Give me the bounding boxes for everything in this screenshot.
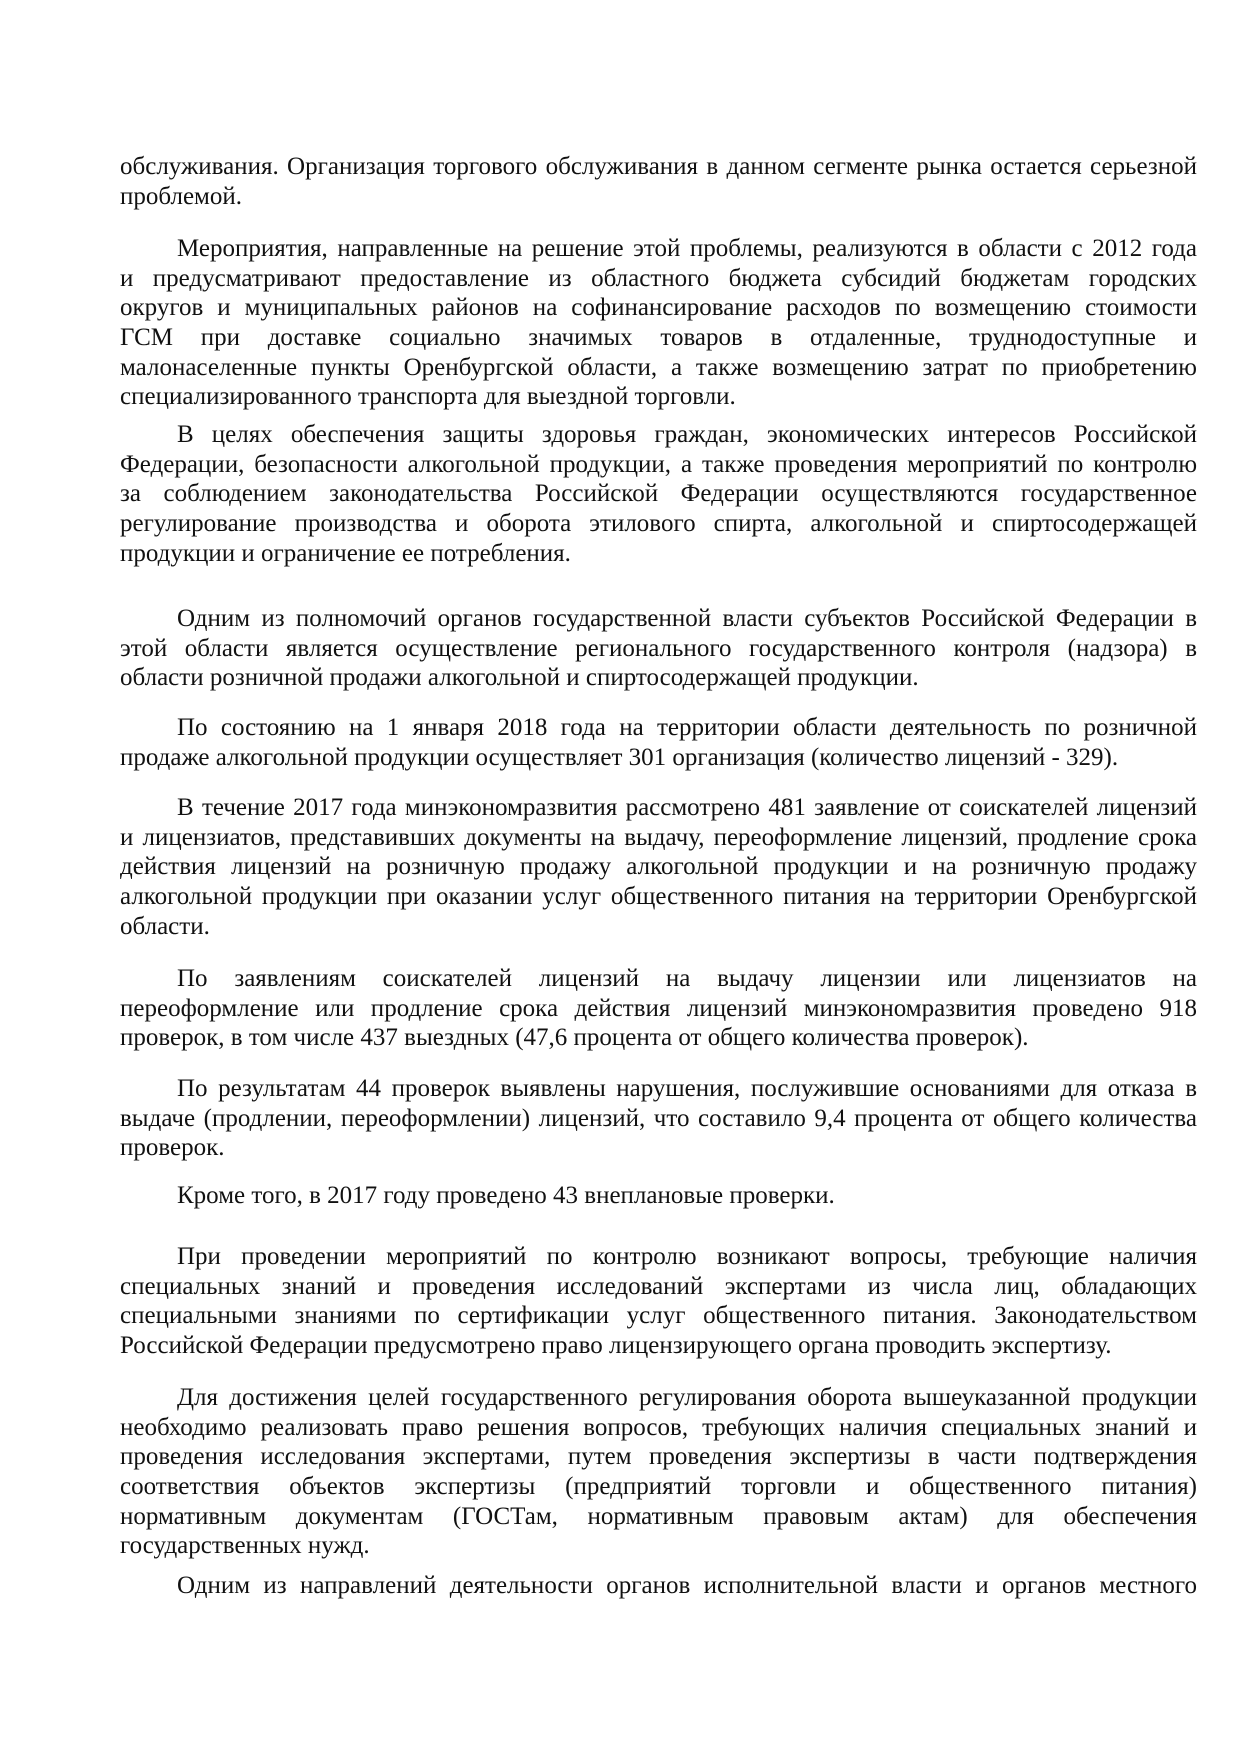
text-line: этой области является осуществление регионального государственного контроля (надзора) в [120,634,1197,662]
paragraph [120,793,1197,941]
text-line: Российской Федерации предусмотрено право лицензирующего органа проводить экспертизу. [120,1332,1112,1360]
text-line: проверок. [120,1134,225,1162]
text-line: округов и муниципальных районов на софинансирование расходов по возмещению стоимости [120,294,1197,322]
text-line: области розничной продажи алкогольной и спиртосодержащей продукции. [120,664,919,692]
text-line: В целях обеспечения защиты здоровья граждан, экономических интересов Российской [177,421,1197,448]
text-line: необходимо реализовать право решения вопросов, требующих наличия специальных знаний и [120,1413,1197,1441]
text-line: По результатам 44 проверок выявлены нарушения, послужившие основаниями для отказа в [177,1075,1197,1102]
text-line: специализированного транспорта для выездной торговли. [120,383,736,411]
text-line: По заявлениям соискателей лицензий на выдачу лицензии или лицензиатов на [177,965,1197,992]
text-line: малонаселенные пункты Оренбургской области, а также возмещению затрат по приобретению [120,353,1197,381]
paragraph [120,964,1197,1053]
paragraph [120,1571,1197,1601]
text-line: проведения исследования экспертами, путем проведения экспертизы в части подтверждения [120,1443,1197,1471]
text-line: выдаче (продлении, переоформлении) лицензий, что составило 9,4 процента от общего количества [120,1104,1197,1132]
text-line: нормативным документам (ГОСТам, нормативным правовым актам) для обеспечения [120,1502,1197,1530]
text-line: соответствия объектов экспертизы (предприятий торговли и общественного питания) [120,1473,1197,1501]
text-line: и предусматривают предоставление из областного бюджета субсидий бюджетам городских [120,264,1197,292]
text-line: проверок, в том числе 437 выездных (47,6 процента от общего количества проверок). [120,1024,1029,1052]
text-line: Для достижения целей государственного регулирования оборота вышеуказанной продукции [177,1384,1197,1411]
paragraph [120,1242,1197,1361]
paragraph [120,152,1197,211]
text-line: Федерации, безопасности алкогольной продукции, а также проведения мероприятий по контролю [120,450,1197,478]
text-line: По состоянию на 1 января 2018 года на территории области деятельность по розничной [177,714,1197,741]
paragraph [120,1383,1197,1561]
text-line: обслуживания. Организация торгового обслуживания в данном сегменте рынка остается серьезной [120,153,1197,180]
paragraph [120,234,1197,412]
text-line: специальных знаний и проведения исследований экспертами из числа лиц, обладающих [120,1272,1197,1300]
text-line: государственных нужд. [120,1532,370,1560]
text-line: Кроме того, в 2017 году проведено 43 внеплановые проверки. [177,1182,835,1209]
text-line: ГСМ при доставке социально значимых товаров в отдаленные, труднодоступные и [120,324,1197,352]
paragraph [120,420,1197,568]
text-line: Одним из полномочий органов государственной власти субъектов Российской Федерации в [177,605,1197,632]
text-line: продаже алкогольной продукции осуществляет 301 организация (количество лицензий - 329). [120,743,1119,771]
text-line: переоформление или продление срока действия лицензий минэкономразвития проведено 918 [120,994,1197,1022]
text-line: Одним из направлений деятельности органов исполнительной власти и органов местного [177,1572,1197,1599]
text-line: продукции и ограничение ее потребления. [120,539,571,567]
text-line: В течение 2017 года минэкономразвития рассмотрено 481 заявление от соискателей лицензий [177,794,1197,821]
text-line: При проведении мероприятий по контролю возникают вопросы, требующие наличия [177,1243,1197,1270]
text-line: за соблюдением законодательства Российской Федерации осуществляются государственное [120,480,1197,508]
text-line: алкогольной продукции при оказании услуг общественного питания на территории Оренбургской [120,883,1197,911]
text-line: регулирование производства и оборота этилового спирта, алкогольной и спиртосодержащей [120,510,1197,538]
text-line: области. [120,912,210,940]
paragraph [120,604,1197,693]
paragraph [120,1181,1197,1211]
text-line: и лицензиатов, представивших документы на выдачу, переоформление лицензий, продление срока [120,823,1197,851]
text-line: проблемой. [120,182,242,210]
paragraph [120,1074,1197,1163]
text-line: специальными знаниями по сертификации услуг общественного питания. Законодательством [120,1302,1197,1330]
paragraph [120,713,1197,772]
text-line: действия лицензий на розничную продажу алкогольной продукции и на розничную продажу [120,853,1197,881]
text-line: Мероприятия, направленные на решение этой проблемы, реализуются в области с 2012 года [177,235,1197,262]
